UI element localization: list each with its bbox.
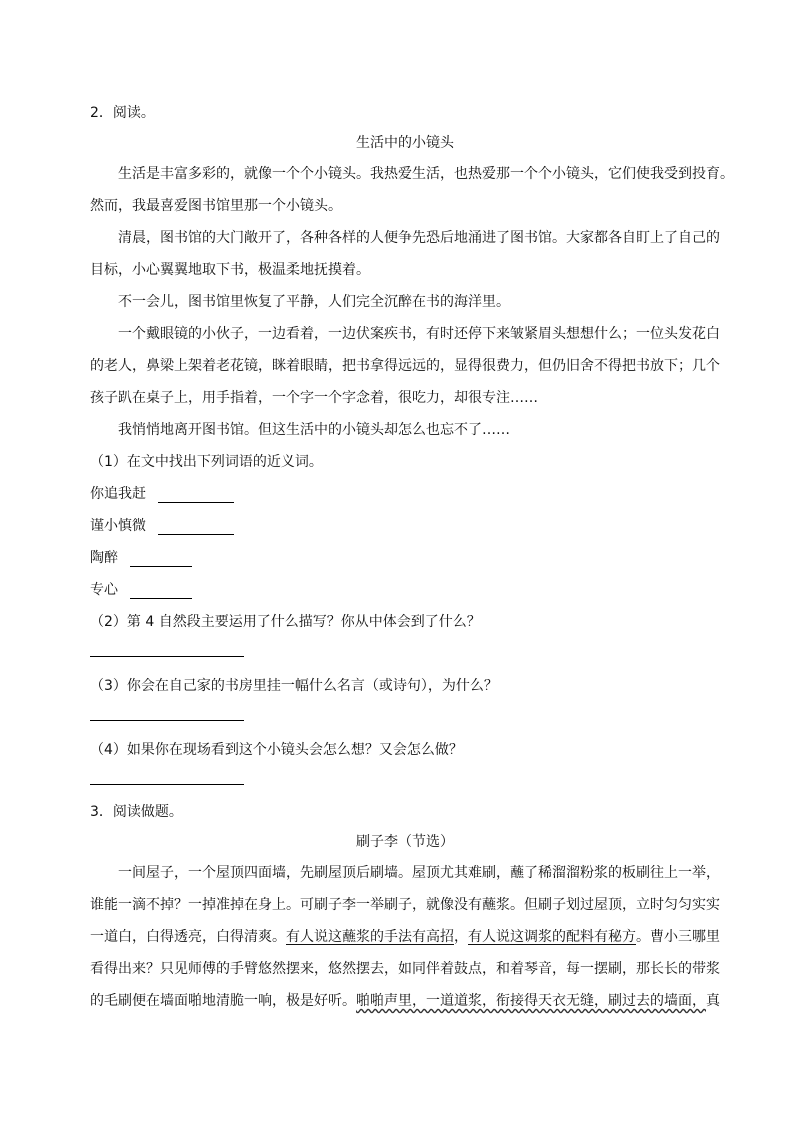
- passage-2-text: ，: [454, 929, 468, 945]
- passage-2-text: 的毛刷便在墙面啪地清脆一响，极是好听。: [90, 993, 356, 1009]
- paragraph-4-line-2: 的老人，鼻梁上架着老花镜，眯着眼睛，把书拿得远远的，显得很费力，但仍旧舍不得把书放下；几个: [90, 358, 720, 374]
- paragraph-1-line-2: 然而，我最喜爱图书馆里那一个小镜头。: [90, 198, 342, 214]
- synonym-answer-blank-2[interactable]: [158, 520, 234, 535]
- question-2-number: 2．阅读。: [90, 105, 155, 121]
- passage-title-2: 刷子李（节选）: [356, 834, 454, 850]
- sub-question-3: （3）你会在自己家的书房里挂一幅什么名言（或诗句），为什么？: [90, 678, 498, 694]
- underlined-sentence-1: 有人说这蘸浆的手法有高招: [286, 929, 454, 945]
- paragraph-2-line-1: 清晨，图书馆的大门敞开了，各种各样的人便争先恐后地涌进了图书馆。大家都各自盯上了自己的: [118, 230, 720, 246]
- synonym-item-2: [90, 517, 234, 535]
- passage-2-line-3: [90, 928, 720, 946]
- answer-line-3[interactable]: [90, 720, 244, 721]
- passage-2-line-5: [90, 992, 720, 1010]
- paragraph-4-line-1: 一个戴眼镜的小伙子，一边看着，一边伏案疾书，有时还停下来皱紧眉头想想什么；一位头发花白: [118, 326, 720, 342]
- passage-2-line-1: 一间屋子，一个屋顶四面墙，先刷屋顶后刷墙。屋顶尤其难刷，蘸了稀溜溜粉浆的板刷往上一举，: [118, 865, 720, 881]
- passage-title: 生活中的小镜头: [356, 135, 454, 151]
- sub-question-2: （2）第 4 自然段主要运用了什么描写？你从中体会到了什么？: [90, 614, 481, 630]
- synonym-answer-blank-1[interactable]: [158, 488, 234, 503]
- synonym-item-1: [90, 485, 234, 503]
- paragraph-1-line-1: 生活是丰富多彩的，就像一个个小镜头。我热爱生活，也热爱那一个个小镜头，它们使我受到投育。: [118, 166, 734, 182]
- question-3-number: 3．阅读做题。: [90, 804, 183, 820]
- passage-2-text: 真: [706, 993, 720, 1009]
- synonym-word: 谨小慎微: [90, 518, 146, 534]
- synonym-item-3: [90, 549, 192, 567]
- answer-line-4[interactable]: [90, 784, 244, 785]
- synonym-word: 专心: [90, 582, 118, 598]
- paragraph-3: 不一会儿，图书馆里恢复了平静，人们完全沉醉在书的海洋里。: [118, 294, 510, 310]
- wavy-underlined-sentence: 啪啪声里，一道道浆，衔接得天衣无缝，刷过去的墙面，: [356, 993, 706, 1009]
- paragraph-4-line-3: 孩子趴在桌子上，用手指着，一个字一个字念着，很吃力，却很专注……: [90, 390, 538, 406]
- passage-2-text: 一道白，白得透亮，白得清爽。: [90, 929, 286, 945]
- synonym-item-4: [90, 581, 192, 599]
- paragraph-5: 我悄悄地离开图书馆。但这生活中的小镜头却怎么也忘不了……: [118, 422, 510, 438]
- paragraph-2-line-2: 目标，小心翼翼地取下书，极温柔地抚摸着。: [90, 262, 370, 278]
- synonym-answer-blank-4[interactable]: [130, 584, 192, 599]
- synonym-word: 陶醉: [90, 550, 118, 566]
- passage-2-line-4: 看得出来？只见师傅的手臂悠然摆来，悠然摆去，如同伴着鼓点，和着琴音，每一摆刷，那长长的带浆: [90, 961, 720, 977]
- answer-line-2[interactable]: [90, 656, 244, 657]
- sub-question-4: （4）如果你在现场看到这个小镜头会怎么想？又会怎么做？: [90, 742, 463, 758]
- underlined-sentence-2: 有人说这调浆的配料有秘方: [468, 929, 636, 945]
- passage-2-text: 。曹小三哪里: [636, 929, 720, 945]
- synonym-answer-blank-3[interactable]: [130, 552, 192, 567]
- sub-question-1: （1）在文中找出下列词语的近义词。: [90, 454, 323, 470]
- synonym-word: 你追我赶: [90, 486, 146, 502]
- passage-2-line-2: 谁能一滴不掉？一掉准掉在身上。可刷子李一举刷子，就像没有蘸浆。但刷子划过屋顶，立时匀匀实实: [90, 897, 720, 913]
